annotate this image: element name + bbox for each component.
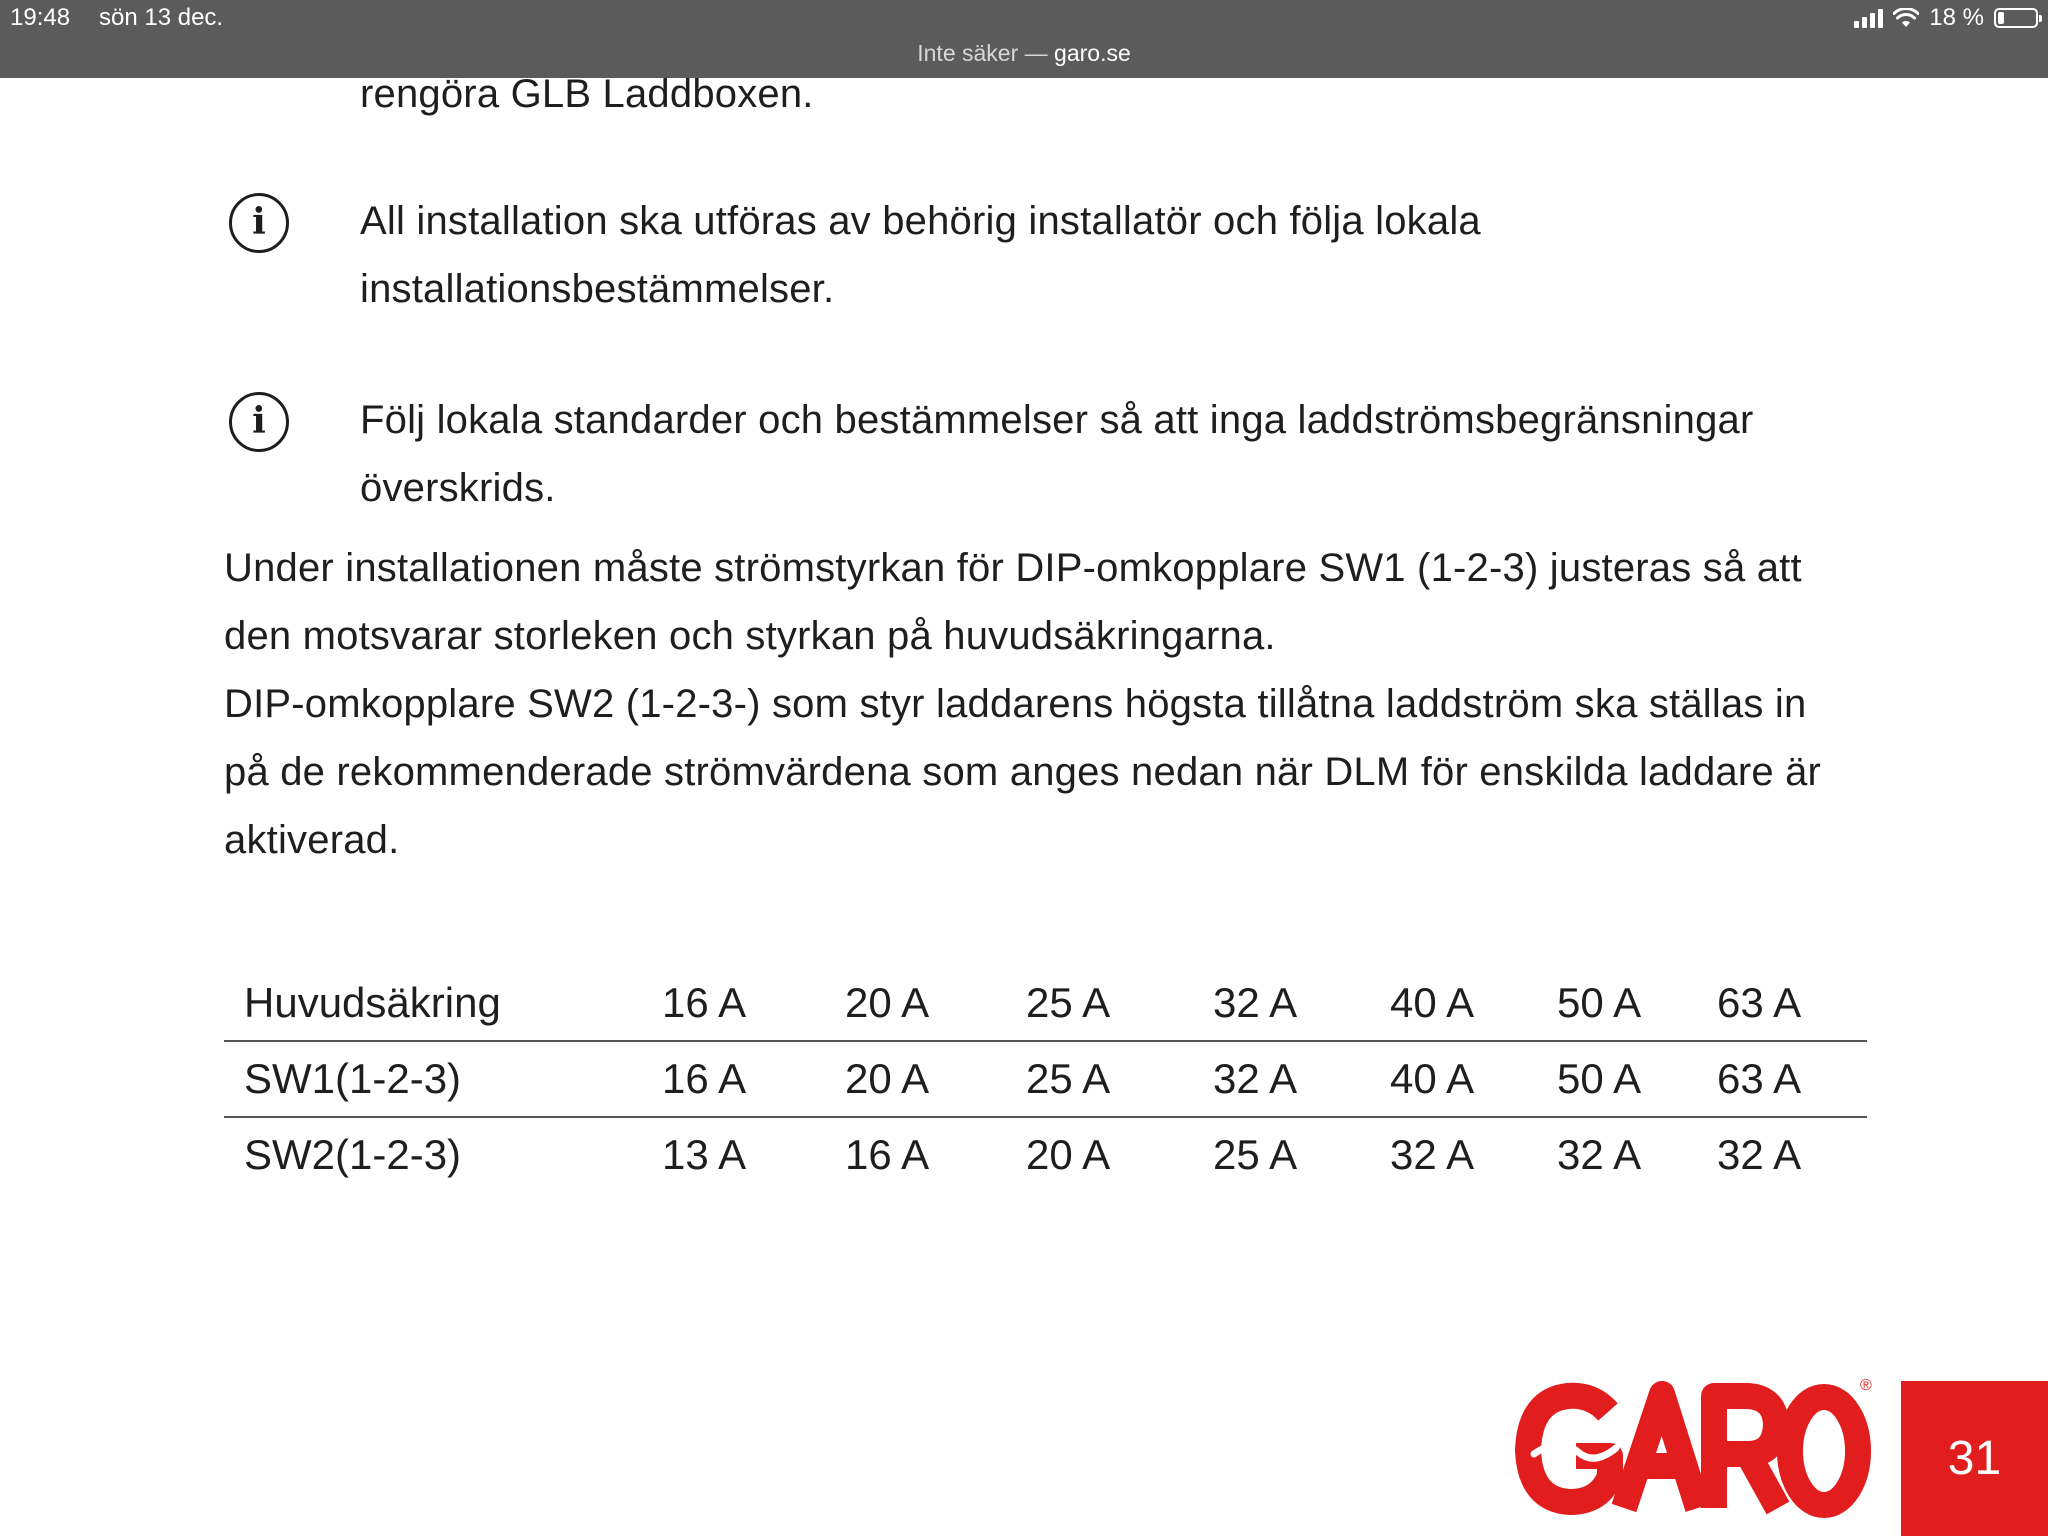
body-paragraph: [224, 534, 1821, 874]
info-icon: i: [229, 193, 289, 253]
paragraph-line: på de rekommenderade strömvärdena som anges nedan när DLM för enskilda laddare är: [224, 750, 1822, 794]
table-cell: 25 A: [1213, 1117, 1390, 1192]
info-text-line: Följ lokala standarder och bestämmelser så att inga laddströmsbegränsningar: [360, 398, 1754, 442]
url-bar[interactable]: [0, 40, 2048, 67]
table-cell: 40 A: [1390, 979, 1475, 1026]
partial-line: rengöra GLB Laddboxen.: [360, 72, 814, 116]
table-cell: 32 A: [1213, 979, 1298, 1026]
garo-logo: [1512, 1372, 1874, 1522]
status-date: sön 13 dec.: [99, 4, 224, 31]
table-cell: 20 A: [845, 979, 930, 1026]
info-text-2: [360, 386, 1754, 522]
paragraph-line: den motsvarar storleken och styrkan på huvudsäkringarna.: [224, 614, 1276, 658]
status-indicators: [1854, 4, 2038, 32]
info-text-1: [360, 187, 1481, 323]
table-cell: 32 A: [1557, 1117, 1717, 1192]
table-cell: 63 A: [1717, 1041, 1867, 1117]
row-label: Huvudsäkring: [244, 979, 501, 1026]
table-cell: 32 A: [1390, 1117, 1557, 1192]
status-time: 19:48: [10, 4, 71, 31]
table-cell: 25 A: [1026, 1041, 1213, 1117]
table-row: [224, 1117, 1867, 1192]
fuse-table: [224, 966, 1867, 1192]
logo-text: GARO: [1512, 1372, 1515, 1373]
table-cell: 32 A: [1717, 1117, 1867, 1192]
table-cell: 32 A: [1213, 1041, 1390, 1117]
security-label: Inte säker —: [917, 40, 1048, 66]
status-bar: [0, 0, 2048, 78]
table-row: [224, 1041, 1867, 1117]
wifi-icon: [1893, 8, 1919, 28]
info-text-line: All installation ska utföras av behörig installatör och följa lokala: [360, 199, 1481, 243]
battery-icon: [1994, 8, 2038, 28]
table-cell: 13 A: [662, 1117, 845, 1192]
table-cell: 50 A: [1557, 1041, 1717, 1117]
battery-level: [1998, 12, 2004, 24]
table-row: [224, 966, 1867, 1041]
paragraph-line: DIP-omkopplare SW2 (1-2-3-) som styr laddarens högsta tillåtna laddström ska ställas in: [224, 682, 1807, 726]
row-label: SW1(1-2-3): [224, 1041, 662, 1117]
table-cell: 25 A: [1026, 979, 1111, 1026]
table-cell: 20 A: [1026, 1117, 1213, 1192]
info-icon: i: [229, 392, 289, 452]
info-text-line: överskrids.: [360, 466, 556, 510]
paragraph-line: aktiverad.: [224, 818, 400, 862]
table-cell: 20 A: [845, 1041, 1026, 1117]
table-cell: 40 A: [1390, 1041, 1557, 1117]
table-cell: 63 A: [1717, 979, 1802, 1026]
table-cell: 16 A: [662, 1041, 845, 1117]
row-label: SW2(1-2-3): [224, 1117, 662, 1192]
table-cell: 16 A: [845, 1117, 1026, 1192]
table-cell: 50 A: [1557, 979, 1642, 1026]
url-domain: garo.se: [1054, 40, 1131, 66]
paragraph-line: Under installationen måste strömstyrkan för DIP-omkopplare SW1 (1-2-3) justeras så att: [224, 546, 1802, 590]
battery-percent: 18 %: [1929, 4, 1984, 31]
table-cell: 16 A: [662, 979, 747, 1026]
page-number: 31: [1901, 1381, 2048, 1536]
info-text-line: installationsbestämmelser.: [360, 267, 835, 311]
signal-icon: [1854, 8, 1883, 28]
registered-mark: ®: [1860, 1377, 1872, 1394]
